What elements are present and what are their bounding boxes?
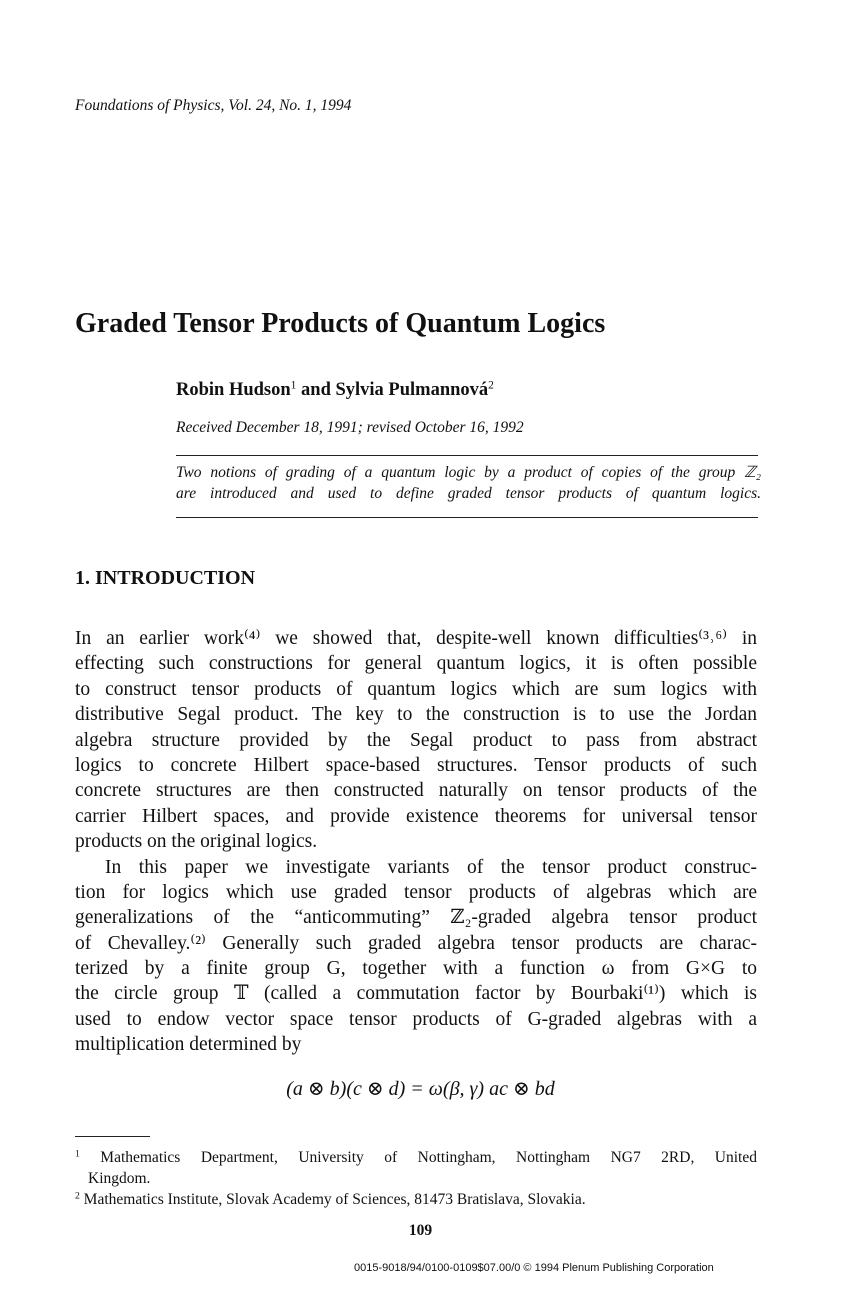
footnote-1-text: Mathematics Department, University of Nottingham, Nottingham NG7 2RD, United xyxy=(100,1149,757,1166)
footnote-2-mark: 2 xyxy=(75,1190,80,1202)
footnote-2-text: Mathematics Institute, Slovak Academy of Sciences, 81473 Bratislava, Slovakia. xyxy=(83,1191,586,1208)
abstract-line: Two notions of grading of a quantum logic by a product of copies of the group ℤ₂ xyxy=(176,464,761,481)
body-line: In this paper we investigate variants of the tensor product construc- xyxy=(105,856,757,878)
body-paragraphs xyxy=(75,626,757,1058)
journal-citation: Foundations of Physics, Vol. 24, No. 1, 1994 xyxy=(75,97,352,114)
body-line: terized by a finite group G, together with a function ω from G×G to xyxy=(75,958,757,980)
body-line: generalizations of the “anticommuting” ℤ₂-graded algebra tensor product xyxy=(75,907,757,929)
author-conjunction: and xyxy=(301,380,331,400)
footnote-rule xyxy=(75,1136,150,1137)
body-line: used to endow vector space tensor products of G-graded algebras with a xyxy=(75,1008,757,1030)
copyright-line: 0015-9018/94/0100-0109$07.00/0 © 1994 Plenum Publishing Corporation xyxy=(354,1262,714,1274)
body-line: concrete structures are then constructed naturally on tensor products of the xyxy=(75,780,757,802)
footnote-1 xyxy=(75,1147,757,1168)
footnote-2 xyxy=(75,1189,757,1210)
footnotes xyxy=(75,1147,757,1210)
abstract-line: are introduced and used to define graded tensor products of quantum logics. xyxy=(176,485,761,502)
author-1-name: Robin Hudson xyxy=(176,380,291,400)
abstract-bottom-rule xyxy=(176,517,758,518)
body-line: products on the original logics. xyxy=(75,831,318,853)
abstract-top-rule xyxy=(176,455,758,456)
body-line: to construct tensor products of quantum logics which are sum logics with xyxy=(75,678,757,700)
footnote-1-mark: 1 xyxy=(75,1148,80,1160)
author-2-affiliation-mark: 2 xyxy=(488,379,494,392)
body-line: of Chevalley.⁽²⁾ Generally such graded algebra tensor products are charac- xyxy=(75,932,757,954)
article-title: Graded Tensor Products of Quantum Logics xyxy=(75,308,606,339)
body-line: distributive Segal product. The key to the construction is to use the Jordan xyxy=(75,704,757,726)
page-number: 109 xyxy=(408,1222,433,1239)
body-line: multiplication determined by xyxy=(75,1034,302,1056)
footnote-1-continuation: Kingdom. xyxy=(88,1170,151,1187)
body-line: effecting such constructions for general quantum logics, it is often possible xyxy=(75,653,757,675)
display-equation: (a ⊗ b)(c ⊗ d) = ω(β, γ) ac ⊗ bd xyxy=(286,1078,555,1100)
author-line xyxy=(176,380,494,401)
received-dates: Received December 18, 1991; revised October 16, 1992 xyxy=(176,419,524,436)
body-line: tion for logics which use graded tensor products of algebras which are xyxy=(75,881,757,903)
body-line: In an earlier work⁽⁴⁾ we showed that, despite-well known difficulties⁽³˒⁶⁾ in xyxy=(75,628,757,649)
author-1-affiliation-mark: 1 xyxy=(290,379,297,392)
author-2-name: Sylvia Pulmannová xyxy=(335,380,489,400)
body-line: carrier Hilbert spaces, and provide existence theorems for universal tensor xyxy=(75,805,757,827)
section-heading: 1. INTRODUCTION xyxy=(75,567,256,589)
body-line: the circle group 𝕋 (called a commutation factor by Bourbaki⁽¹⁾) which is xyxy=(75,983,757,1005)
body-line: logics to concrete Hilbert space-based structures. Tensor products of such xyxy=(75,754,757,776)
body-line: algebra structure provided by the Segal product to pass from abstract xyxy=(75,729,757,751)
abstract xyxy=(176,462,761,504)
